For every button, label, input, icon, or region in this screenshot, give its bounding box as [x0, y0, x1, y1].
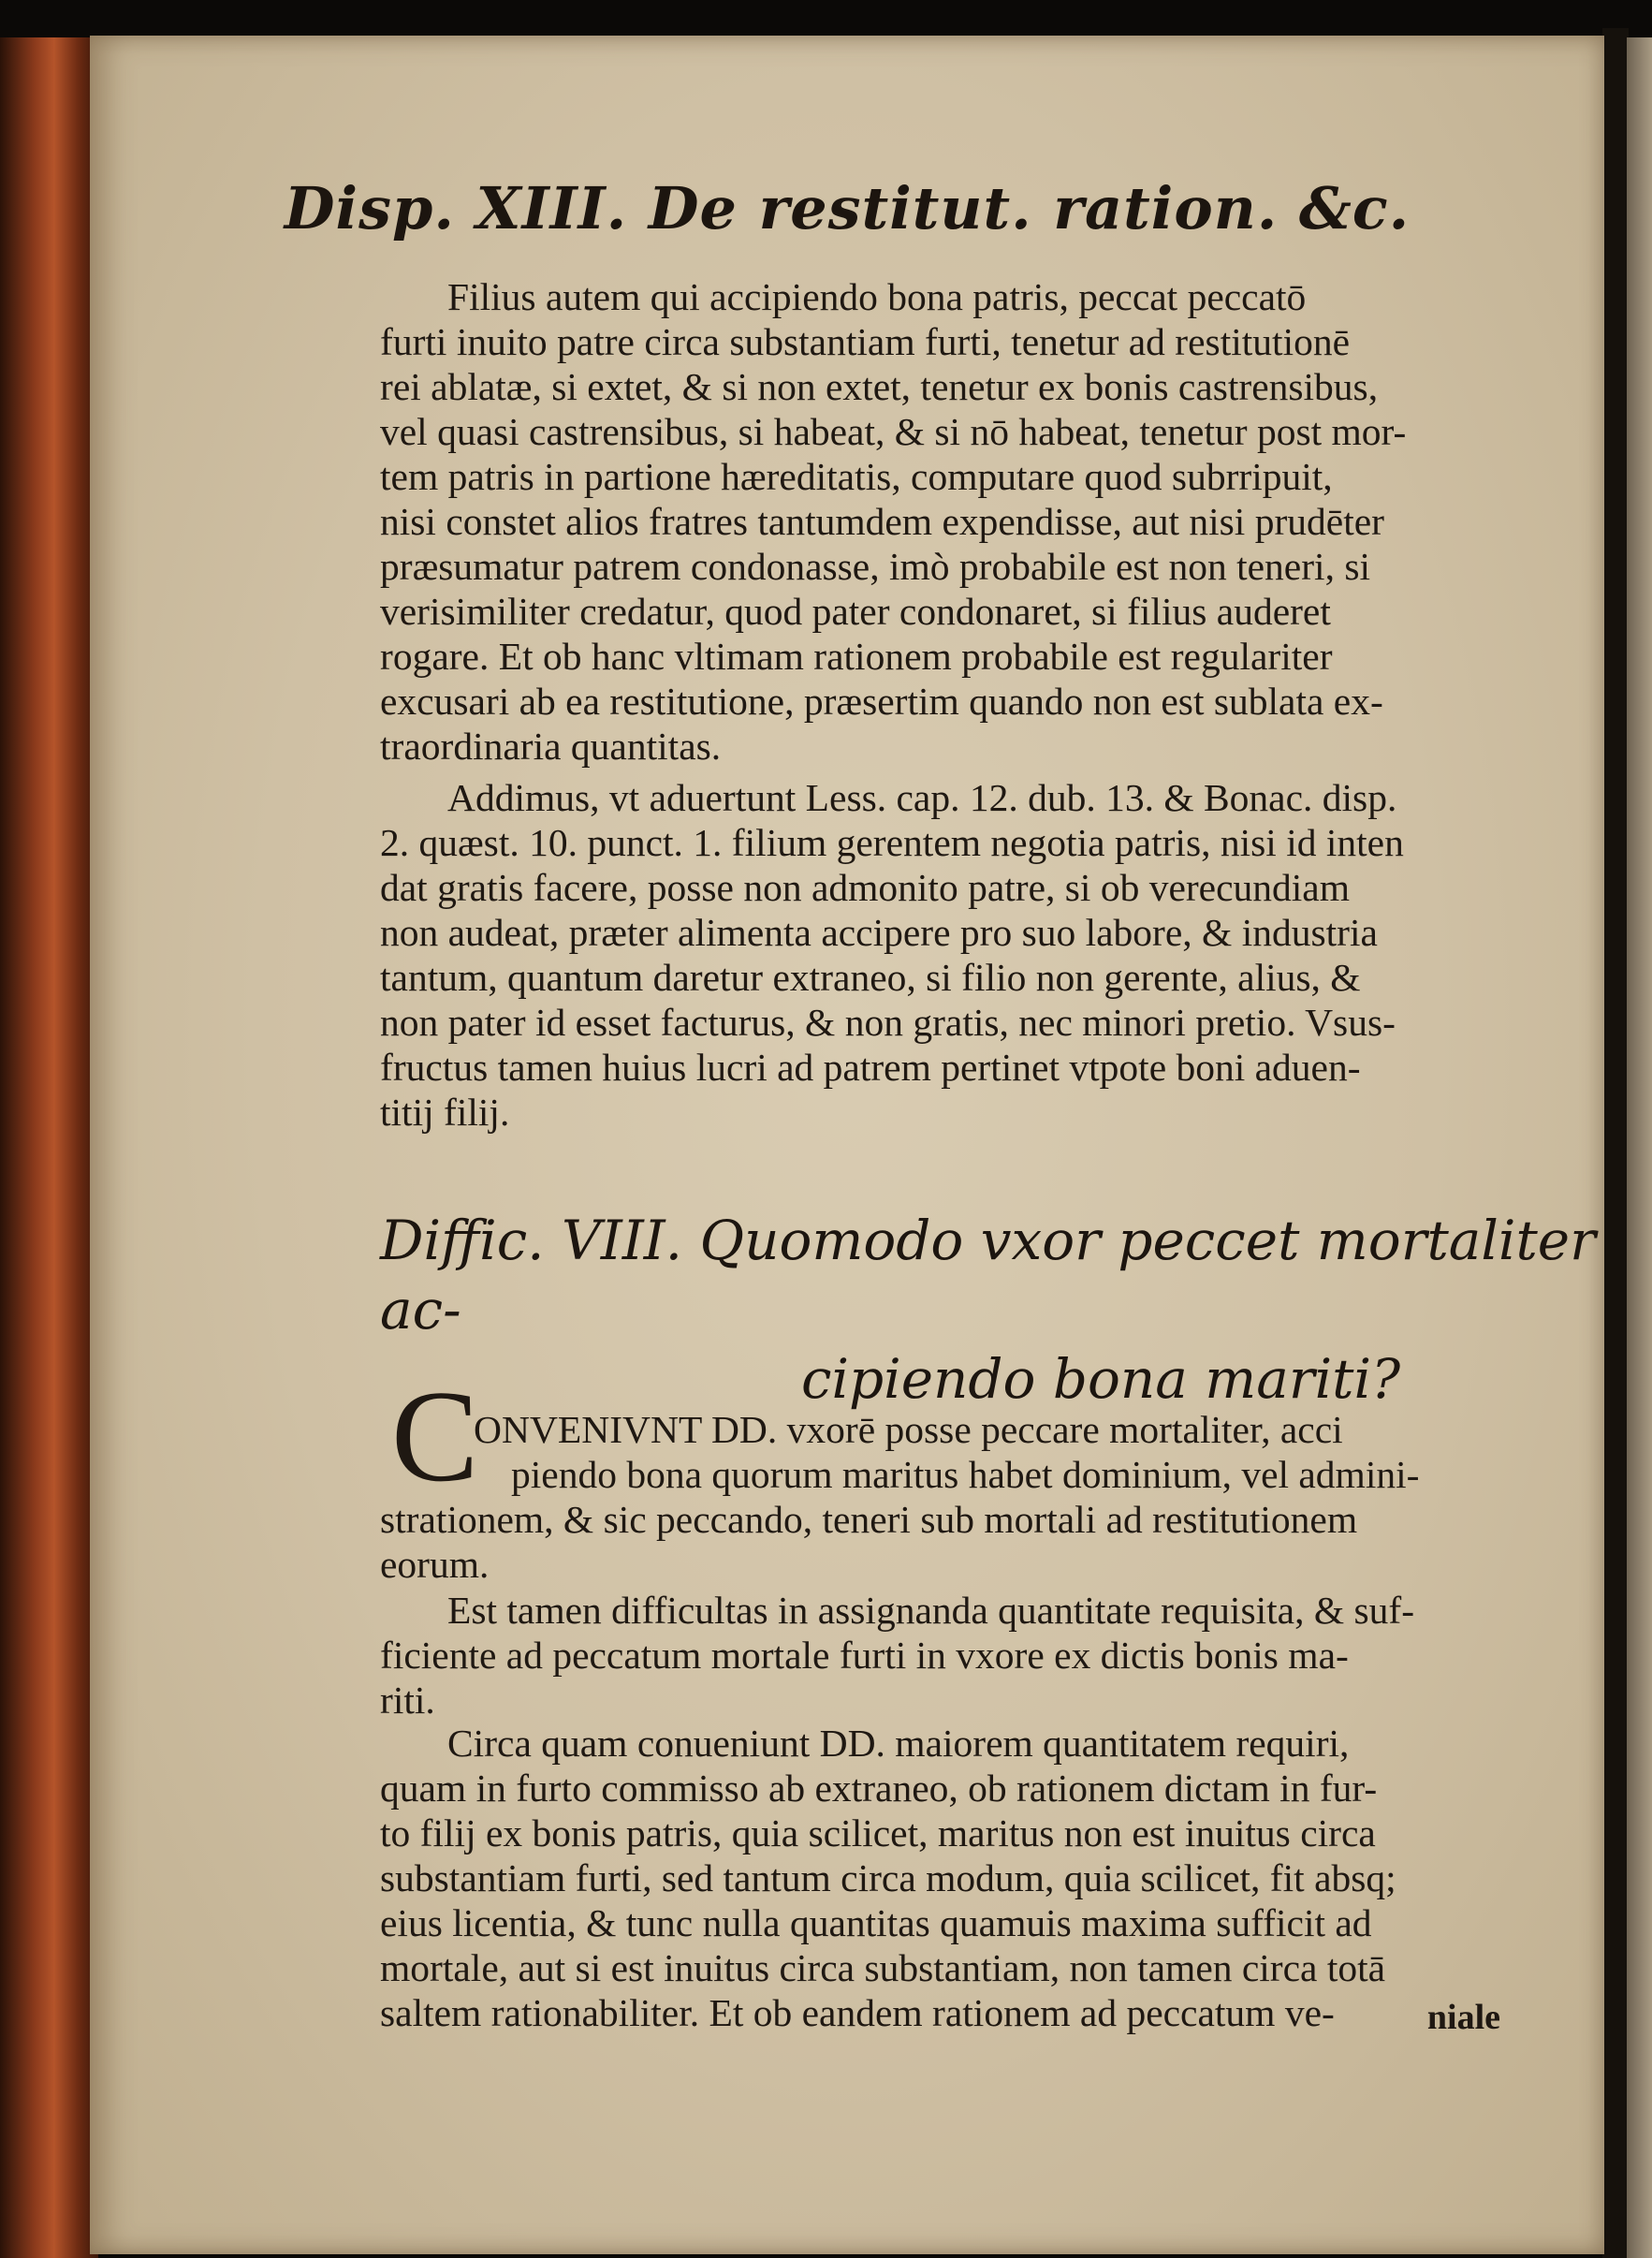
- section-heading-line-2: cipiendo bona mariti?: [801, 1347, 1401, 1411]
- text-line: substantiam furti, sed tantum circa modum, quia scilicet, fit absq;: [380, 1856, 1396, 1899]
- text-line: rei ablatæ, si extet, & si non extet, tenetur ex bonis castrensibus,: [380, 365, 1379, 408]
- text-line: excusari ab ea restitutione, præsertim quando non est sublata ex-: [380, 680, 1383, 723]
- text-line: verisimiliter credatur, quod pater condonaret, si filius auderet: [380, 590, 1331, 633]
- text-line: Circa quam conueniunt DD. maiorem quantitatem requiri,: [447, 1722, 1350, 1765]
- text-line: ONVENIVNT DD. vxorē posse peccare mortaliter, acci: [474, 1408, 1343, 1451]
- text-line: eius licentia, & tunc nulla quantitas quamuis maxima sufficit ad: [380, 1901, 1372, 1944]
- paragraph-1: [380, 274, 1625, 769]
- text-line: traordinaria quantitas.: [380, 725, 722, 768]
- text-line: vel quasi castrensibus, si habeat, & si nō habeat, tenetur post mor-: [380, 410, 1407, 453]
- text-line: mortale, aut si est inuitus circa substantiam, non tamen circa totā: [380, 1946, 1386, 1989]
- text-line: Filius autem qui accipiendo bona patris, peccat peccatō: [447, 275, 1307, 318]
- text-line: non pater id esset facturus, & non gratis, nec minori pretio. Vsus-: [380, 1001, 1396, 1044]
- running-head: Disp. XIII. De restitut. ration. &c.: [284, 174, 1411, 242]
- text-line: saltem rationabiliter. Et ob eandem rationem ad peccatum ve-: [380, 1991, 1335, 2034]
- text-line: piendo bona quorum maritus habet dominium, vel admini-: [511, 1453, 1420, 1496]
- section-heading-line-1: Diffic. VIII. Quomodo vxor peccet mortaliter ac-: [380, 1209, 1596, 1342]
- paragraph-2: [380, 775, 1625, 1135]
- text-line: titij filij.: [380, 1091, 510, 1134]
- text-line: to filij ex bonis patris, quia scilicet, maritus non est inuitus circa: [380, 1811, 1376, 1855]
- text-line: 2. quæst. 10. punct. 1. filium gerentem negotia patris, nisi id inten: [380, 821, 1404, 864]
- text-line: præsumatur patrem condonasse, imò probabile est non teneri, si: [380, 545, 1371, 588]
- text-line: riti.: [380, 1679, 435, 1722]
- paragraph-5: [380, 1721, 1625, 2035]
- paragraph-4: [380, 1588, 1625, 1723]
- text-line: strationem, & sic peccando, teneri sub mortali ad restitutionem: [380, 1498, 1358, 1541]
- text-line: tantum, quantum daretur extraneo, si filio non gerente, alius, &: [380, 956, 1361, 999]
- text-line: eorum.: [380, 1543, 490, 1586]
- text-line: dat gratis facere, posse non admonito patre, si ob verecundiam: [380, 866, 1351, 909]
- catchword: niale: [1426, 1998, 1500, 2037]
- next-page-edge: [1627, 37, 1652, 2258]
- text-line: tem patris in partione hæreditatis, computare quod subrripuit,: [380, 455, 1333, 498]
- text-line: Addimus, vt aduertunt Less. cap. 12. dub. 13. & Bonac. disp.: [447, 776, 1397, 819]
- text-line: ficiente ad peccatum mortale furti in vxore ex dictis bonis ma-: [380, 1634, 1349, 1677]
- paragraph-3: [380, 1407, 1625, 1587]
- text-line: Est tamen difficultas in assignanda quantitate requisita, & suf-: [447, 1589, 1415, 1632]
- book-edge: [0, 37, 98, 2258]
- text-line: furti inuito patre circa substantiam furti, tenetur ad restitutionē: [380, 320, 1351, 363]
- book-page: [90, 36, 1604, 2254]
- text-line: nisi constet alios fratres tantumdem expendisse, aut nisi prudēter: [380, 500, 1384, 543]
- drop-cap: C: [391, 1364, 479, 1509]
- section-heading: [380, 1206, 1625, 1414]
- text-line: rogare. Et ob hanc vltimam rationem probabile est regulariter: [380, 635, 1333, 678]
- text-line: fructus tamen huius lucri ad patrem pertinet vtpote boni aduen-: [380, 1046, 1361, 1089]
- text-line: quam in furto commisso ab extraneo, ob rationem dictam in fur-: [380, 1767, 1378, 1810]
- text-line: non audeat, præter alimenta accipere pro suo labore, & industria: [380, 911, 1378, 954]
